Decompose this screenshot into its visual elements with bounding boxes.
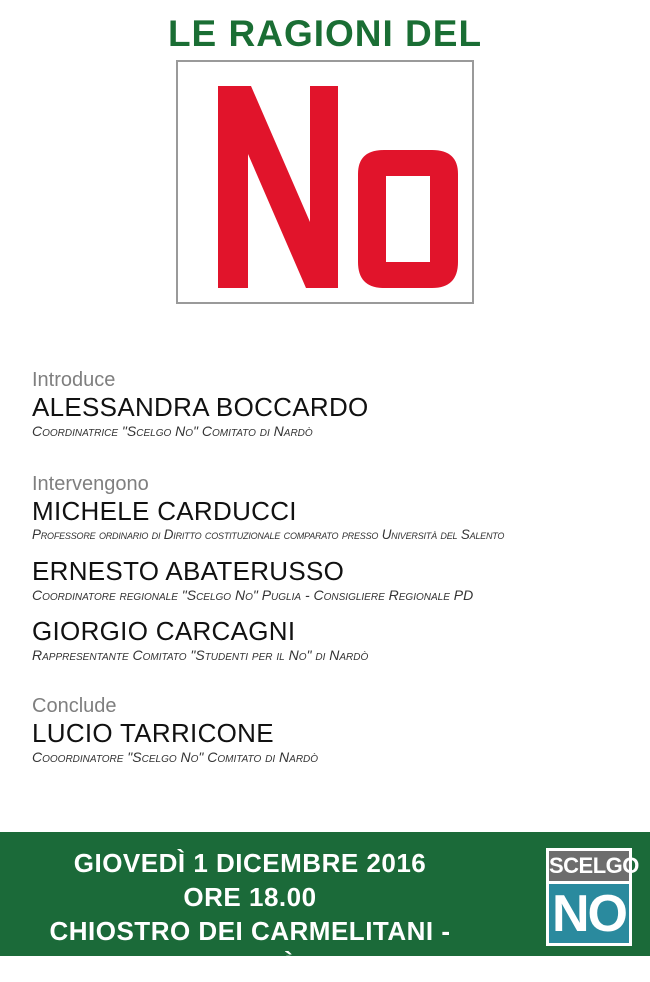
event-time: ORE 18.00 (183, 882, 317, 912)
event-details (0, 846, 500, 982)
conclude-group (32, 694, 642, 766)
intervengono-group (32, 472, 642, 664)
speaker-description: Professore ordinario di Diritto costituzionale comparato presso Università del Salento (32, 527, 505, 542)
speaker-description: Coordinatrice "Scelgo No" Comitato di Nardò (32, 423, 313, 439)
speaker-name: ALESSANDRA BOCCARDO (32, 392, 369, 422)
speaker-name: MICHELE CARDUCCI (32, 496, 297, 526)
speaker-name: GIORGIO CARCAGNI (32, 616, 296, 646)
no-logo-box (176, 60, 474, 304)
speaker-description: Rappresentante Comitato "Studenti per il No" di Nardò (32, 647, 369, 663)
role-label: Conclude (32, 695, 117, 717)
speaker-name: LUCIO TARRICONE (32, 718, 274, 748)
role-label: Intervengono (32, 473, 149, 495)
speakers-list (32, 368, 642, 766)
badge-top-text: SCELGO (549, 851, 629, 881)
speaker-description: Cooordinatore "Scelgo No" Comitato di Nardò (32, 749, 319, 765)
speaker-description: Coordinatore regionale "Scelgo No" Puglia - Consigliere Regionale PD (32, 587, 474, 603)
no-letter-o (358, 150, 458, 288)
event-date: GIOVEDÌ 1 DICEMBRE 2016 (73, 848, 427, 878)
badge-bottom-text: NO (549, 884, 629, 943)
speaker-name: ERNESTO ABATERUSSO (32, 556, 345, 586)
role-label: Introduce (32, 369, 116, 391)
scelgo-no-badge (544, 846, 639, 948)
introduce-group (32, 368, 642, 440)
no-logo (178, 62, 472, 302)
no-letter-n (218, 86, 338, 288)
page-title: LE RAGIONI DEL (167, 13, 483, 54)
event-banner (0, 832, 650, 980)
event-location: CHIOSTRO DEI CARMELITANI - NARDÒ (49, 916, 451, 980)
